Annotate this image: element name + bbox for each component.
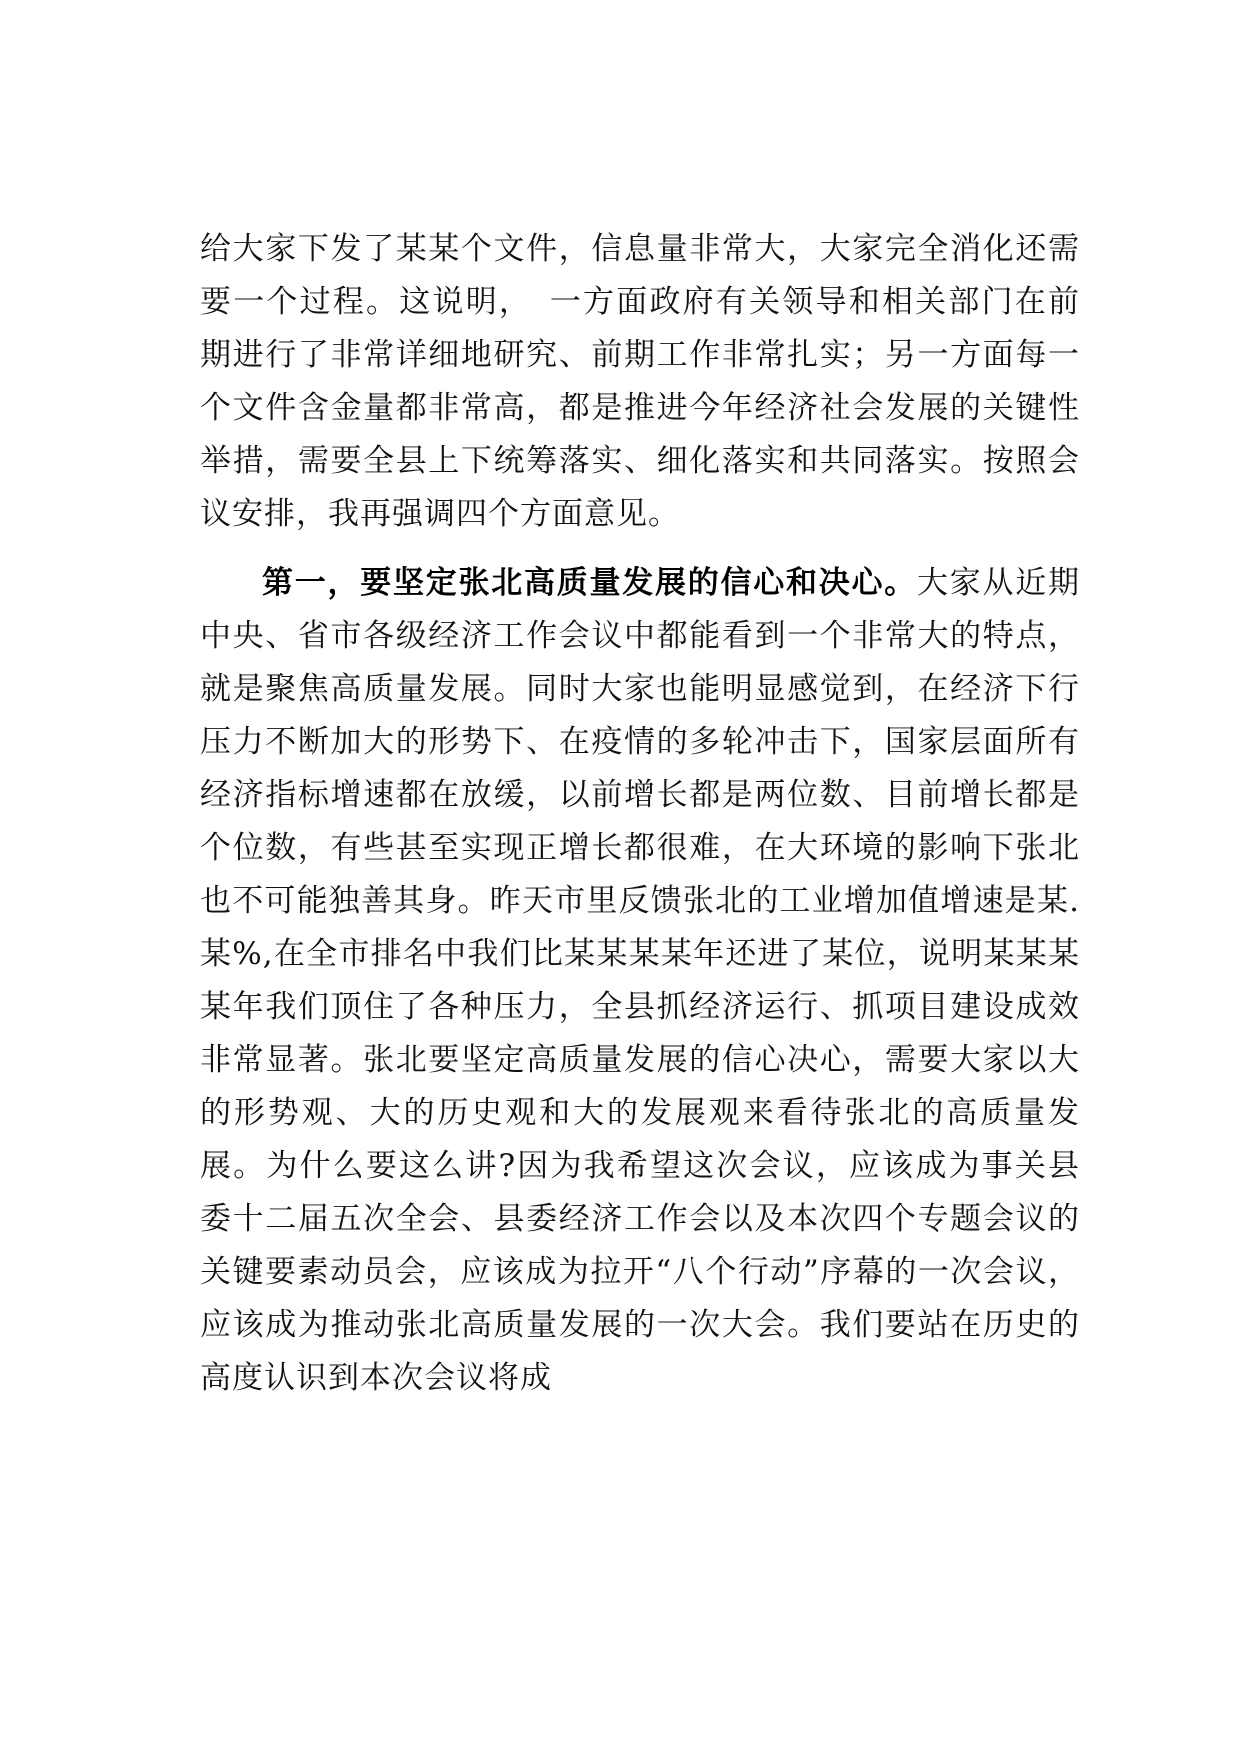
paragraph-body: 大家从近期中央、省市各级经济工作会议中都能看到一个非常大的特点，就是聚焦高质量发展。同时大家也能明显感觉到，在经济下行压力不断加大的形势下、在疫情的多轮冲击下，国家层面所有经济指标增速都在放缓，以前增长都是两位数、目前增长都是个位数，有些甚至实现正增长都很难，在大环境的影响下张北也不可能独善其身。昨天市里反馈张北的工业增加值增速是某.某%,在全市排名中我们比某某某某年还进了某位，说明某某某某年我们顶住了各种压力，全县抓经济运行、抓项目建设成效非常显著。张北要坚定高质量发展的信心决心，需要大家以大的形势观、大的历史观和大的发展观来看待张北的高质量发展。为什么要这么讲?因为我希望这次会议，应该成为事关县委十二届五次全会、县委经济工作会以及本次四个专题会议的关键要素动员会，应该成为拉开“八个行动”序幕的一次会议，应该成为推动张北高质量发展的一次大会。我们要站在历史的高度认识到本次会议将成 <box>200 565 1080 1396</box>
paragraph-heading: 第一，要坚定张北高质量发展的信心和决心。 <box>262 565 917 601</box>
paragraph-first-point <box>200 557 1080 1405</box>
document-body <box>200 223 1080 1405</box>
paragraph-continuation: 给大家下发了某某个文件，信息量非常大，大家完全消化还需要一个过程。这说明， 一方面政府有关领导和相关部门在前期进行了非常详细地研究、前期工作非常扎实；另一方面每一个文件含金量都非常高，都是推进今年经济社会发展的关键性举措，需要全县上下统筹落实、细化落实和共同落实。按照会议安排，我再强调四个方面意见。 <box>200 231 1080 532</box>
